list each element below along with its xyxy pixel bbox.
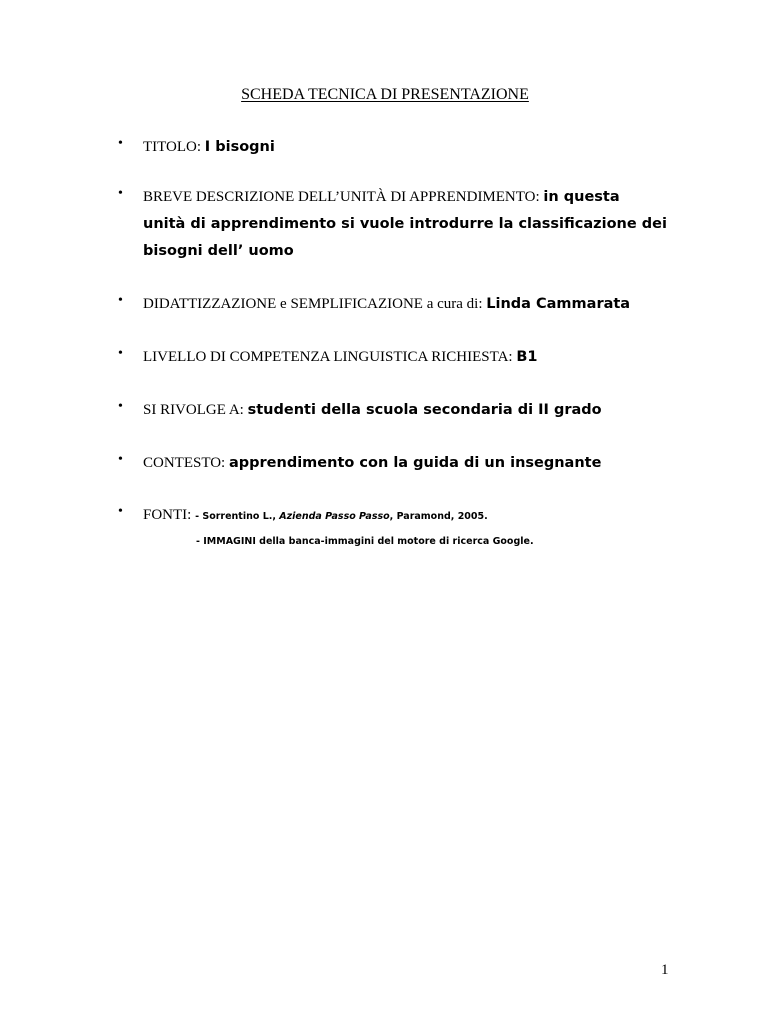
livello-label: LIVELLO DI COMPETENZA LINGUISTICA RICHIESTA:	[143, 349, 517, 365]
bullet-icon: •	[118, 293, 123, 308]
item-fonti-content	[143, 502, 663, 530]
rivolge-value: studenti della scuola secondaria di II grado	[247, 402, 602, 418]
descrizione-line-1	[143, 184, 683, 211]
item-contesto-content	[143, 450, 663, 477]
livello-value: B1	[516, 349, 538, 365]
item-titolo-content	[143, 134, 663, 161]
source-2: - IMMAGINI della banca-immagini del motore di ricerca Google.	[196, 536, 534, 547]
source-1-rest: , Paramond, 2005.	[389, 511, 488, 522]
descrizione-value-2: unità di apprendimento si vuole introdurre la classificazione dei	[143, 216, 667, 232]
item-rivolge-content	[143, 397, 663, 424]
bullet-icon: •	[118, 136, 123, 151]
fonti-label: FONTI:	[143, 507, 196, 523]
bullet-icon: •	[118, 452, 123, 467]
descrizione-line-3	[143, 238, 683, 265]
didattizzazione-label: DIDATTIZZAZIONE e SEMPLIFICAZIONE a cura di:	[143, 296, 487, 312]
page-number: 1	[661, 962, 669, 978]
document-title	[0, 86, 770, 104]
didattizzazione-value: Linda Cammarata	[486, 296, 631, 312]
item-descrizione-content	[143, 184, 683, 265]
bullet-icon: •	[118, 186, 123, 201]
bullet-icon: •	[118, 399, 123, 414]
source-1-title: Azienda Passo Passo	[279, 511, 390, 522]
titolo-label: TITOLO:	[143, 139, 205, 155]
contesto-value: apprendimento con la guida di un insegnante	[228, 455, 602, 471]
document-title-text: SCHEDA TECNICA DI PRESENTAZIONE	[241, 86, 529, 103]
descrizione-value-3: bisogni dell’ uomo	[143, 243, 294, 259]
descrizione-line-2	[143, 211, 683, 238]
bullet-icon: •	[118, 346, 123, 361]
source-1-author: Sorrentino L.,	[202, 511, 280, 522]
bullet-icon: •	[118, 504, 123, 519]
item-livello-content	[143, 344, 663, 371]
fonti-dash-1: -	[195, 511, 203, 522]
item-didattizzazione-content	[143, 291, 683, 318]
descrizione-value-1: in questa	[543, 189, 620, 205]
titolo-value: I bisogni	[204, 139, 275, 155]
rivolge-label: SI RIVOLGE A:	[143, 402, 248, 418]
contesto-label: CONTESTO:	[143, 455, 229, 471]
descrizione-label: BREVE DESCRIZIONE DELL’UNITÀ DI APPRENDIMENTO:	[143, 189, 544, 205]
